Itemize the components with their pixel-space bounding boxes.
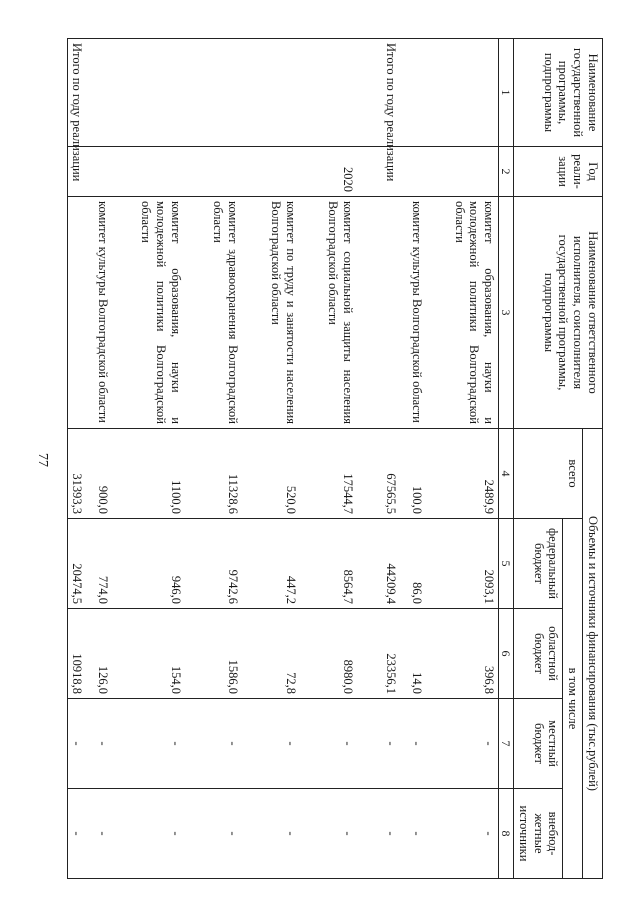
header-local: местный бюджет: [514, 699, 563, 789]
cell-local: -: [136, 699, 184, 789]
cell-total: 2489,9: [450, 429, 499, 519]
rotated-table-container: [70, 38, 603, 878]
cell-regional: 1586,0: [209, 609, 243, 699]
cell-regional: 154,0: [136, 609, 184, 699]
cell-federal: 9742,6: [209, 519, 243, 609]
cell-executor: комитет социальной защиты населения Волгоградской области: [324, 197, 358, 429]
header-federal: федеральный бюджет: [514, 519, 563, 609]
cell-year: [209, 147, 243, 197]
table-row: [450, 39, 499, 879]
cell-executor: комитет здравоохранения Волгоградской области: [209, 197, 243, 429]
col-number: 2: [499, 147, 514, 197]
cell-local: -: [67, 699, 94, 789]
cell-offbudget: -: [136, 789, 184, 879]
table-row: [266, 39, 300, 879]
cell-local: -: [209, 699, 243, 789]
cell-local: -: [94, 699, 113, 789]
cell-federal: 2093,1: [450, 519, 499, 609]
header-program: Наименование государственной программы, подпрограммы: [514, 39, 603, 147]
cell-federal: 946,0: [136, 519, 184, 609]
cell-federal: 86,0: [407, 519, 426, 609]
cell-regional: 10918,8: [67, 609, 94, 699]
cell-program: [209, 39, 243, 147]
table-row: [136, 39, 184, 879]
header-funding: Объемы и источники финансирования (тыс.рублей): [583, 429, 603, 879]
cell-regional: 23356,1: [381, 609, 407, 699]
cell-local: -: [450, 699, 499, 789]
cell-program: [407, 39, 426, 147]
cell-executor: комитет культуры Волгоградской области: [407, 197, 426, 429]
cell-executor: комитет культуры Волгоградской области: [94, 197, 113, 429]
cell-offbudget: -: [407, 789, 426, 879]
col-number: 1: [499, 39, 514, 147]
cell-total: 11328,6: [209, 429, 243, 519]
cell-federal: 8564,7: [324, 519, 358, 609]
cell-regional: 72,8: [266, 609, 300, 699]
cell-executor: [381, 197, 407, 429]
cell-year: [94, 147, 113, 197]
cell-regional: 396,8: [450, 609, 499, 699]
cell-federal: 774,0: [94, 519, 113, 609]
page-number: 77: [35, 453, 50, 467]
col-number: 3: [499, 197, 514, 429]
cell-year: 2020: [324, 147, 358, 197]
table-row-total: [67, 39, 94, 879]
col-number: 7: [499, 699, 514, 789]
table-row: [209, 39, 243, 879]
cell-year: [266, 147, 300, 197]
table-row: [324, 39, 358, 879]
cell-year: [450, 147, 499, 197]
cell-local: -: [407, 699, 426, 789]
cell-program: [450, 39, 499, 147]
header-total: всего: [514, 429, 583, 519]
table-row: [94, 39, 113, 879]
table-row-total: [381, 39, 407, 879]
cell-total: 520,0: [266, 429, 300, 519]
cell-local: -: [381, 699, 407, 789]
cell-program: Итого по году реализации: [381, 39, 407, 147]
cell-program: Итого по году реализации: [67, 39, 94, 147]
cell-executor: комитет образования, науки и молодежной политики Волгоградской области: [136, 197, 184, 429]
cell-federal: 44209,4: [381, 519, 407, 609]
cell-total: 17544,7: [324, 429, 358, 519]
cell-executor: комитет образования, науки и молодежной политики Волгоградской области: [450, 197, 499, 429]
cell-local: -: [324, 699, 358, 789]
cell-program: [136, 39, 184, 147]
table-row: [407, 39, 426, 879]
cell-executor: комитет по труду и занятости населения Волгоградской области: [266, 197, 300, 429]
cell-regional: 8980,0: [324, 609, 358, 699]
col-number: 6: [499, 609, 514, 699]
cell-year: [407, 147, 426, 197]
cell-year: [136, 147, 184, 197]
col-number: 5: [499, 519, 514, 609]
cell-offbudget: -: [324, 789, 358, 879]
cell-program: [94, 39, 113, 147]
cell-executor: [67, 197, 94, 429]
cell-federal: 447,2: [266, 519, 300, 609]
cell-total: 1100,0: [136, 429, 184, 519]
cell-program: [324, 39, 358, 147]
cell-total: 31393,3: [67, 429, 94, 519]
col-number: 8: [499, 789, 514, 879]
cell-program: [266, 39, 300, 147]
cell-federal: 20474,5: [67, 519, 94, 609]
funding-table: [67, 38, 603, 879]
cell-regional: 14,0: [407, 609, 426, 699]
cell-regional: 126,0: [94, 609, 113, 699]
cell-total: 100,0: [407, 429, 426, 519]
header-year: Год реали-зации: [514, 147, 603, 197]
col-number: 4: [499, 429, 514, 519]
cell-offbudget: -: [381, 789, 407, 879]
cell-offbudget: -: [94, 789, 113, 879]
cell-offbudget: -: [450, 789, 499, 879]
cell-offbudget: -: [209, 789, 243, 879]
header-offbudget: внебюд-жетные источники: [514, 789, 563, 879]
header-regional: областной бюджет: [514, 609, 563, 699]
header-executor: Наименование ответственного исполнителя, соисполнителя государственной программы, подпрограммы: [514, 197, 603, 429]
cell-total: 67565,5: [381, 429, 407, 519]
cell-total: 900,0: [94, 429, 113, 519]
header-including: в том числе: [563, 519, 583, 879]
cell-local: -: [266, 699, 300, 789]
cell-offbudget: -: [266, 789, 300, 879]
cell-offbudget: -: [67, 789, 94, 879]
